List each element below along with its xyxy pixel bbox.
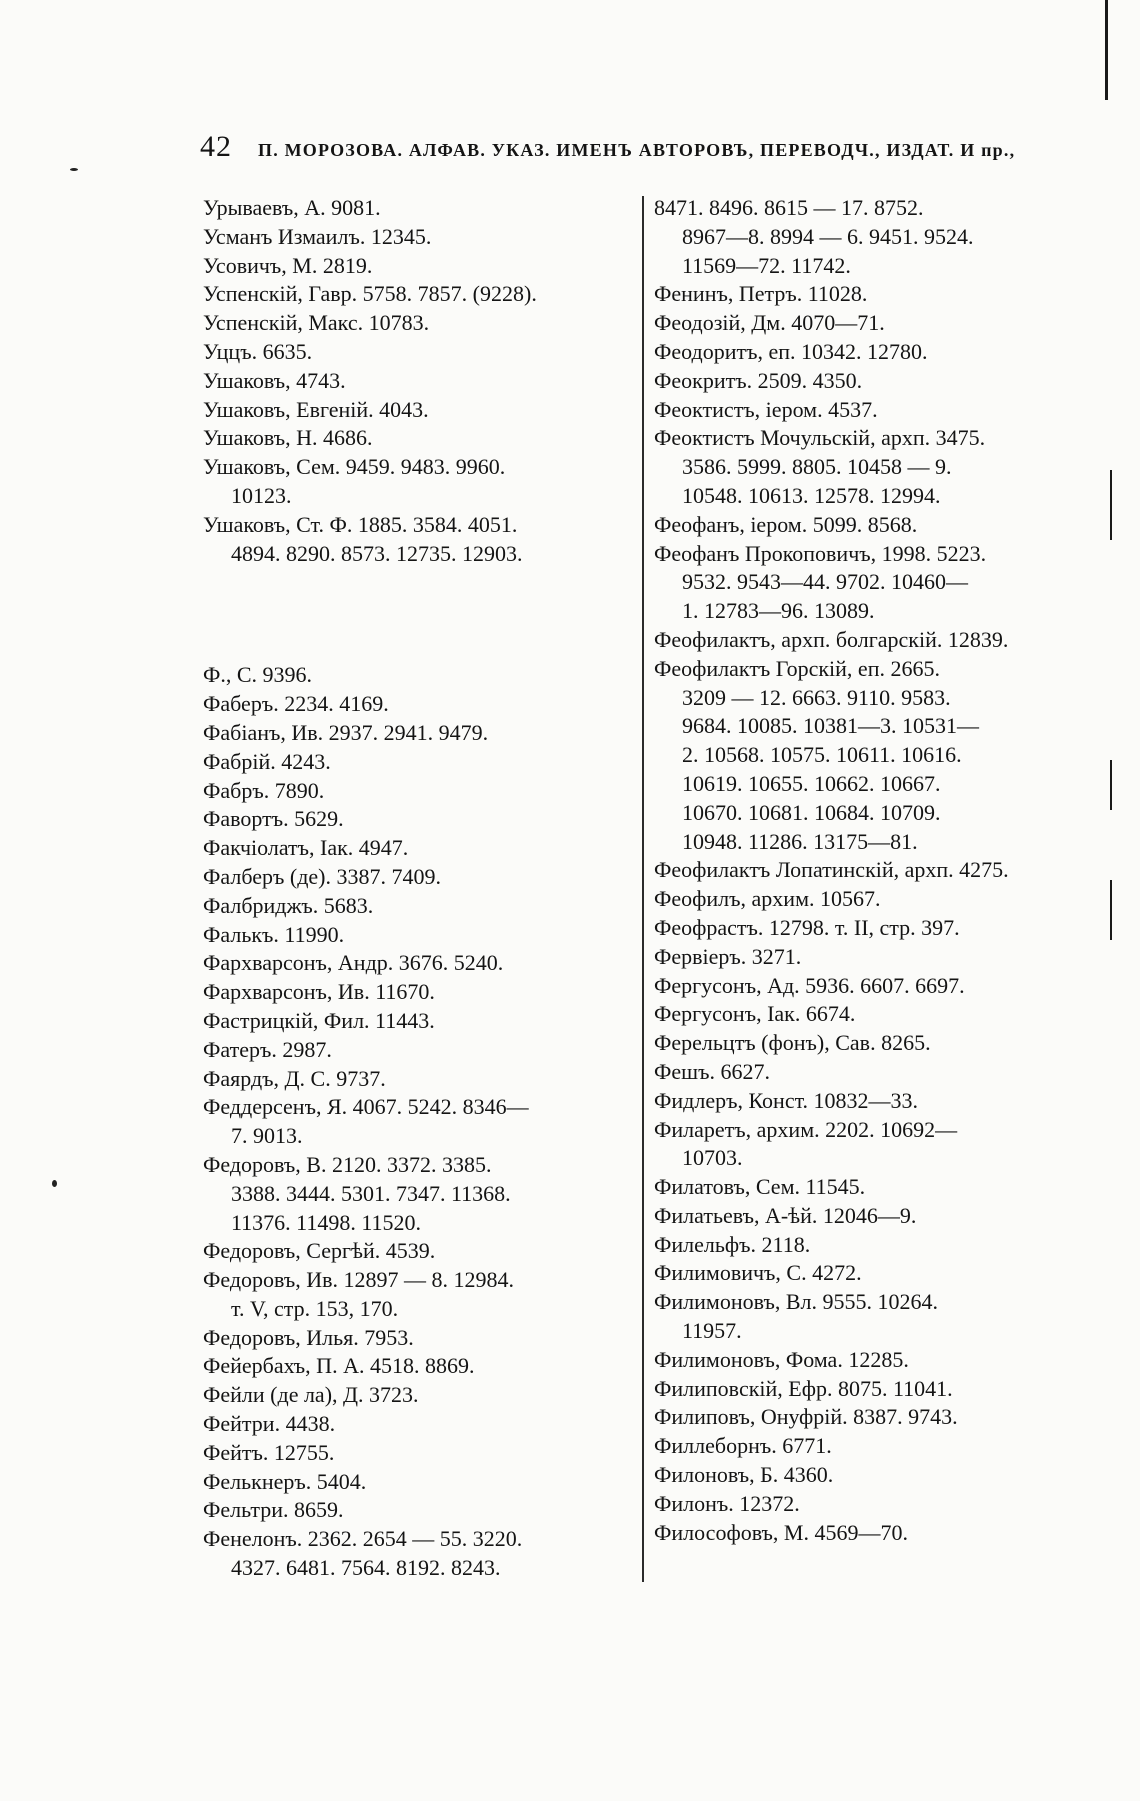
index-entry xyxy=(654,1173,1084,1202)
entry-line: Фаярдъ, Д. С. 9737. xyxy=(203,1065,386,1091)
entry-continuation: 11957. xyxy=(682,1318,742,1344)
page-number: 42 xyxy=(200,130,232,163)
index-entry xyxy=(203,1151,633,1237)
entry-continuation: 8967—8. 8994 — 6. 9451. 9524. xyxy=(682,223,974,249)
entry-line: Фаберъ. 2234. 4169. xyxy=(203,691,389,717)
entry-line: Феофанъ Прокоповичъ, 1998. 5223. xyxy=(654,540,987,566)
entry-line: Фабръ. 7890. xyxy=(203,777,325,803)
index-entry xyxy=(203,805,633,834)
entry-line: Успенскій, Макс. 10783. xyxy=(203,310,430,336)
index-entry xyxy=(203,1093,633,1151)
entry-line: Филаретъ, архим. 2202. 10692— xyxy=(654,1116,958,1142)
scan-edge-line xyxy=(1110,760,1112,810)
entry-line: Факчіолатъ, Іак. 4947. xyxy=(203,835,409,861)
entry-line: Ф., С. 9396. xyxy=(203,662,313,688)
entry-continuation: 4327. 6481. 7564. 8192. 8243. xyxy=(231,1555,501,1581)
entry-line: Фастрицкій, Фил. 11443. xyxy=(203,1007,435,1033)
index-entry xyxy=(654,1029,1084,1058)
entry-line: Фелькнеръ. 5404. xyxy=(203,1468,367,1494)
page-header xyxy=(200,130,1100,170)
entry-line: Фидлеръ, Конст. 10832—33. xyxy=(654,1087,919,1113)
index-entry xyxy=(203,1381,633,1410)
entry-line: Филиповскій, Ефр. 8075. 11041. xyxy=(654,1375,953,1401)
entry-line: Феоктистъ, іером. 4537. xyxy=(654,396,878,422)
entry-line: Филельфъ. 2118. xyxy=(654,1231,811,1257)
index-entry xyxy=(654,1519,1084,1548)
entry-line: Фархварсонъ, Андр. 3676. 5240. xyxy=(203,950,504,976)
entry-line: Фервіеръ. 3271. xyxy=(654,943,802,969)
entry-line: Фабіанъ, Ив. 2937. 2941. 9479. xyxy=(203,719,489,745)
entry-continuation: 10703. xyxy=(682,1145,743,1171)
index-entry xyxy=(654,511,1084,540)
entry-line: Уццъ. 6635. xyxy=(203,338,313,364)
left-column xyxy=(203,194,633,1583)
index-entry xyxy=(203,1324,633,1353)
entry-line: Федоровъ, Илья. 7953. xyxy=(203,1324,414,1350)
index-entry xyxy=(654,914,1084,943)
entry-line: Фавортъ. 5629. xyxy=(203,806,344,832)
section-f xyxy=(203,661,633,1583)
index-entry xyxy=(654,367,1084,396)
entry-line: Филлеборнъ. 6771. xyxy=(654,1433,832,1459)
entry-continuation: 10670. 10681. 10684. 10709. xyxy=(682,799,941,825)
index-entry xyxy=(203,338,633,367)
index-entry xyxy=(203,978,633,1007)
entry-line: Фельтри. 8659. xyxy=(203,1497,344,1523)
entry-line: Федоровъ, В. 2120. 3372. 3385. xyxy=(203,1151,492,1177)
entry-continuation: 10548. 10613. 12578. 12994. xyxy=(682,482,941,508)
scan-speck xyxy=(70,168,78,171)
index-entry xyxy=(203,396,633,425)
section-u xyxy=(203,194,633,568)
entry-continuation: 1. 12783—96. 13089. xyxy=(682,598,875,624)
index-entry xyxy=(203,921,633,950)
index-entry xyxy=(654,655,1084,857)
entry-line: Ушаковъ, Сем. 9459. 9483. 9960. xyxy=(203,454,506,480)
entry-line: Успенскій, Гавр. 5758. 7857. (9228). xyxy=(203,281,537,307)
entry-continuation: 9684. 10085. 10381—3. 10531— xyxy=(682,713,979,739)
index-entry xyxy=(203,690,633,719)
index-entry xyxy=(203,1352,633,1381)
index-entry xyxy=(203,194,633,223)
entry-line: Филонъ. 12372. xyxy=(654,1490,800,1516)
entry-line: Филимовичъ, С. 4272. xyxy=(654,1260,862,1286)
index-entry xyxy=(203,661,633,690)
entry-line: Феоктистъ Мочульскій, архп. 3475. xyxy=(654,425,986,451)
section-gap xyxy=(203,568,633,661)
index-entry xyxy=(203,511,633,569)
column-divider xyxy=(642,196,644,1582)
index-entry xyxy=(203,719,633,748)
index-entry xyxy=(203,834,633,863)
index-entry xyxy=(203,777,633,806)
index-entry xyxy=(654,1259,1084,1288)
entry-continuation: т. V, стр. 153, 170. xyxy=(231,1295,399,1321)
entry-continuation: 9532. 9543—44. 9702. 10460— xyxy=(682,569,968,595)
entry-line: Фейербахъ, П. А. 4518. 8869. xyxy=(203,1353,475,1379)
index-entry xyxy=(654,1000,1084,1029)
index-entry xyxy=(654,626,1084,655)
right-column xyxy=(654,194,1084,1547)
index-entry xyxy=(654,1087,1084,1116)
index-entry xyxy=(654,1202,1084,1231)
entry-line: Филоновъ, Б. 4360. xyxy=(654,1462,834,1488)
index-entry xyxy=(654,396,1084,425)
entry-continuation: 10619. 10655. 10662. 10667. xyxy=(682,770,941,796)
entry-line: Ферельцтъ (фонъ), Сав. 8265. xyxy=(654,1030,931,1056)
index-entry xyxy=(654,1490,1084,1519)
entry-continuation: 11376. 11498. 11520. xyxy=(231,1209,422,1235)
index-entry xyxy=(203,453,633,511)
entry-line: Фейли (де ла), Д. 3723. xyxy=(203,1382,419,1408)
entry-line: Филатьевъ, А-ѣй. 12046—9. xyxy=(654,1202,917,1228)
entry-line: Фалькъ. 11990. xyxy=(203,921,345,947)
entry-line: Феофрастъ. 12798. т. II, стр. 397. xyxy=(654,914,960,940)
entry-line: Фергусонъ, Іак. 6674. xyxy=(654,1001,856,1027)
index-entry xyxy=(654,1346,1084,1375)
index-entry xyxy=(654,943,1084,972)
entry-continuation: 3388. 3444. 5301. 7347. 11368. xyxy=(231,1180,511,1206)
entry-line: Фенелонъ. 2362. 2654 — 55. 3220. xyxy=(203,1526,523,1552)
index-entry xyxy=(203,1496,633,1525)
entry-continuation: 10948. 11286. 13175—81. xyxy=(682,828,918,854)
entry-line: Фатеръ. 2987. xyxy=(203,1036,332,1062)
index-entry xyxy=(203,1410,633,1439)
scan-edge-line xyxy=(1110,470,1112,540)
index-entry xyxy=(203,1266,633,1324)
index-entry xyxy=(654,1432,1084,1461)
index-entry xyxy=(654,338,1084,367)
scan-edge-line xyxy=(1110,880,1112,940)
entry-line: 8471. 8496. 8615 — 17. 8752. xyxy=(654,195,924,220)
scan-edge-line xyxy=(1105,0,1108,100)
index-entry xyxy=(654,424,1084,510)
entry-line: Фейтри. 4438. xyxy=(203,1411,336,1437)
entry-line: Философовъ, М. 4569—70. xyxy=(654,1519,908,1545)
index-entry xyxy=(654,1116,1084,1174)
entry-line: Фергусонъ, Ад. 5936. 6607. 6697. xyxy=(654,972,965,998)
index-entry xyxy=(654,194,1084,280)
index-entry xyxy=(203,367,633,396)
index-entry xyxy=(654,1461,1084,1490)
index-entry xyxy=(654,972,1084,1001)
index-entry xyxy=(203,1065,633,1094)
entry-line: Усманъ Измаилъ. 12345. xyxy=(203,223,432,249)
entry-line: Феофанъ, іером. 5099. 8568. xyxy=(654,511,918,537)
index-entry xyxy=(203,309,633,338)
index-entry xyxy=(203,863,633,892)
entry-line: Филимоновъ, Вл. 9555. 10264. xyxy=(654,1289,938,1315)
index-entry xyxy=(203,1468,633,1497)
entry-line: Феофилъ, архим. 10567. xyxy=(654,886,881,912)
index-entry xyxy=(654,280,1084,309)
index-entry xyxy=(654,1403,1084,1432)
running-title: П. МОРОЗОВА. АЛФАВ. УКАЗ. ИМЕНЪ АВТОРОВЪ, ПЕРЕВОДЧ., ИЗДАТ. И пр., xyxy=(258,140,1016,160)
index-entry xyxy=(203,252,633,281)
index-entry xyxy=(654,885,1084,914)
entry-line: Феофилактъ Горскій, еп. 2665. xyxy=(654,655,940,681)
entry-line: Фейтъ. 12755. xyxy=(203,1439,335,1465)
entry-line: Феофилактъ, архп. болгарскій. 12839. xyxy=(654,626,1009,652)
entry-line: Феодоритъ, еп. 10342. 12780. xyxy=(654,338,928,364)
index-entry xyxy=(203,1036,633,1065)
index-entry xyxy=(654,540,1084,626)
entry-line: Фалбриджъ. 5683. xyxy=(203,892,374,918)
index-entry xyxy=(203,223,633,252)
entry-continuation: 2. 10568. 10575. 10611. 10616. xyxy=(682,742,962,768)
index-entry xyxy=(654,1058,1084,1087)
entry-continuation: 11569—72. 11742. xyxy=(682,252,851,278)
entry-line: Фархварсонъ, Ив. 11670. xyxy=(203,979,435,1005)
entry-line: Фалберъ (де). 3387. 7409. xyxy=(203,863,441,889)
entry-line: Федоровъ, Сергѣй. 4539. xyxy=(203,1238,436,1264)
entry-line: Урываевъ, А. 9081. xyxy=(203,195,381,220)
index-entry xyxy=(203,1525,633,1583)
entry-continuation: 10123. xyxy=(231,482,292,508)
index-entry xyxy=(203,1007,633,1036)
entry-line: Филатовъ, Сем. 11545. xyxy=(654,1174,866,1200)
entry-line: Феокритъ. 2509. 4350. xyxy=(654,367,863,393)
entry-line: Ушаковъ, Евгеній. 4043. xyxy=(203,396,429,422)
entry-line: Федоровъ, Ив. 12897 — 8. 12984. xyxy=(203,1267,515,1293)
entry-line: Филиповъ, Онуфрій. 8387. 9743. xyxy=(654,1404,958,1430)
entry-continuation: 4894. 8290. 8573. 12735. 12903. xyxy=(231,540,523,566)
index-entry xyxy=(203,748,633,777)
index-entry xyxy=(203,424,633,453)
index-entry xyxy=(203,1237,633,1266)
entry-line: Фешъ. 6627. xyxy=(654,1058,770,1084)
entry-continuation: 7. 9013. xyxy=(231,1123,303,1149)
scan-speck xyxy=(52,1180,57,1187)
entry-line: Феофилактъ Лопатинскій, архп. 4275. xyxy=(654,857,1009,883)
entry-line: Фенинъ, Петръ. 11028. xyxy=(654,281,868,307)
entry-line: Ушаковъ, Ст. Ф. 1885. 3584. 4051. xyxy=(203,511,518,537)
index-entry xyxy=(654,856,1084,885)
index-entry xyxy=(203,892,633,921)
right-column-entries xyxy=(654,194,1084,1547)
entry-line: Усовичъ, М. 2819. xyxy=(203,252,373,278)
index-entry xyxy=(203,1439,633,1468)
index-entry xyxy=(654,1231,1084,1260)
index-entry xyxy=(654,1288,1084,1346)
entry-line: Филимоновъ, Фома. 12285. xyxy=(654,1346,909,1372)
entry-continuation: 3586. 5999. 8805. 10458 — 9. xyxy=(682,454,952,480)
entry-line: Феддерсенъ, Я. 4067. 5242. 8346— xyxy=(203,1094,529,1120)
entry-line: Ушаковъ, Н. 4686. xyxy=(203,425,373,451)
entry-line: Фабрій. 4243. xyxy=(203,748,331,774)
index-entry xyxy=(203,949,633,978)
entry-line: Ушаковъ, 4743. xyxy=(203,367,346,393)
index-entry xyxy=(654,309,1084,338)
index-entry xyxy=(654,1375,1084,1404)
entry-continuation: 3209 — 12. 6663. 9110. 9583. xyxy=(682,684,951,710)
index-entry xyxy=(203,280,633,309)
entry-line: Феодозій, Дм. 4070—71. xyxy=(654,310,885,336)
